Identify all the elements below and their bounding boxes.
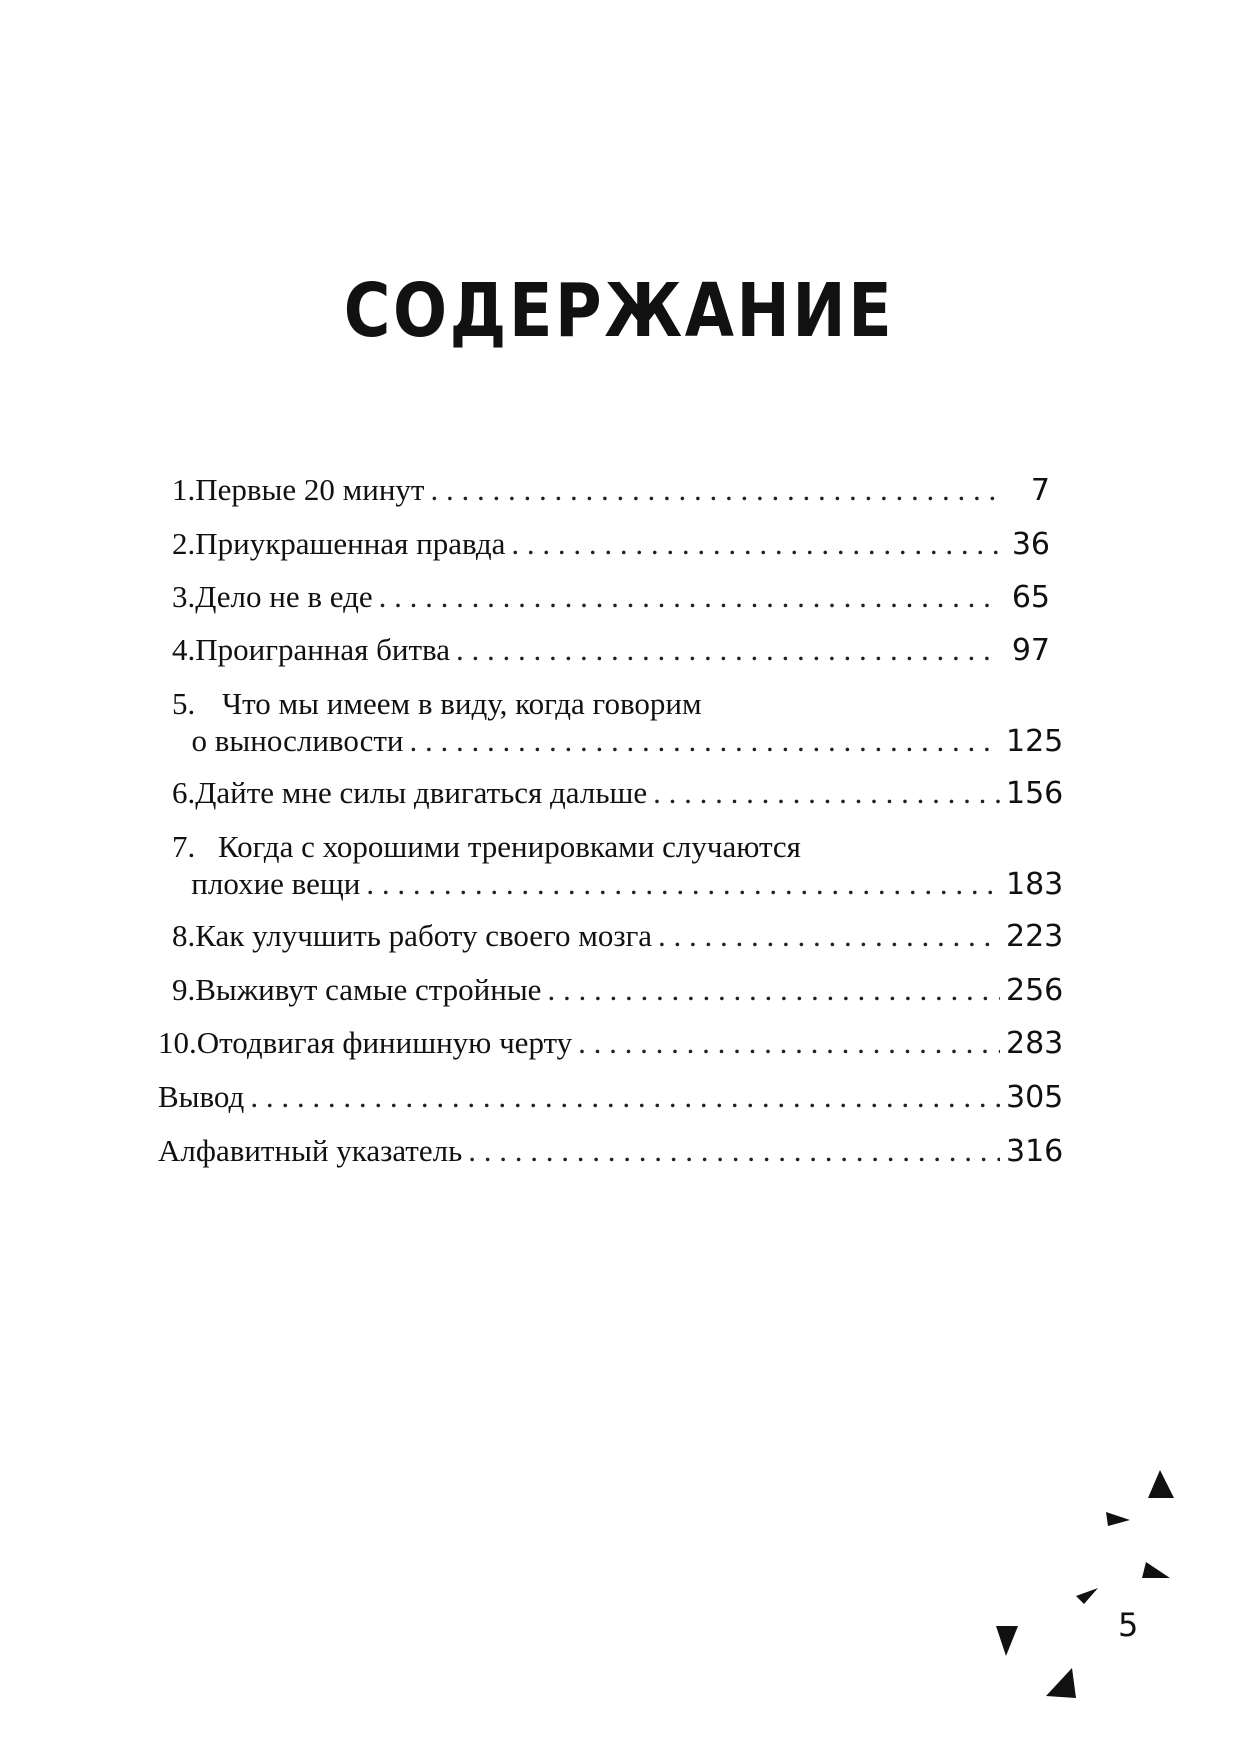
dot-leader <box>366 864 1000 904</box>
toc-entry-page: 156 <box>1006 776 1064 811</box>
toc-entry-page: 183 <box>1006 867 1064 902</box>
dot-leader <box>658 916 1000 956</box>
toc-entry-title-continued: о выносливости <box>191 723 404 758</box>
toc-entry-title: Алфавитный указатель <box>158 1133 463 1168</box>
toc-entry-page: 65 <box>1011 580 1050 615</box>
triangle-shards-icon <box>980 1460 1200 1720</box>
toc-entry-number: 1. <box>172 472 196 507</box>
toc-entry-6[interactable] <box>172 773 1064 813</box>
dot-leader <box>653 773 1000 813</box>
dot-leader <box>379 577 1000 617</box>
toc-entry-9[interactable] <box>172 970 1064 1010</box>
dot-leader <box>511 524 1000 564</box>
toc-entry-page: 305 <box>1006 1080 1064 1115</box>
toc-entry-conclusion[interactable] <box>158 1077 1064 1117</box>
toc-entry-title: Когда с хорошими тренировками случаются <box>218 829 801 864</box>
toc-entry-page: 7 <box>1030 473 1050 508</box>
toc-entry-title: Дайте мне силы двигаться дальше <box>195 775 648 810</box>
toc-entry-1[interactable] <box>172 470 1050 510</box>
toc-entry-title: Приукрашенная правда <box>195 526 506 561</box>
page-number: 5 <box>1118 1606 1139 1644</box>
toc-entry-4[interactable] <box>172 630 1050 670</box>
toc-entry-number: 8. <box>172 918 196 953</box>
toc-entry-number: 9. <box>172 972 196 1007</box>
dot-leader <box>547 970 1000 1010</box>
dot-leader <box>430 470 1000 510</box>
toc-entry-number: 3. <box>172 579 196 614</box>
toc-entry-number: 7. <box>172 829 196 864</box>
toc-entry-number: 5. <box>172 686 196 721</box>
dot-leader <box>578 1023 1000 1063</box>
toc-entry-page: 125 <box>1006 724 1064 759</box>
toc-entry-title-continued: плохие вещи <box>191 866 361 901</box>
toc-entry-title: Как улучшить работу своего мозга <box>195 918 653 953</box>
toc-entry-8[interactable] <box>172 916 1064 956</box>
toc-entry-5[interactable] <box>172 684 1064 761</box>
toc-entry-page: 316 <box>1006 1134 1064 1169</box>
toc-entry-page: 36 <box>1011 527 1050 562</box>
toc-entry-number: 4. <box>172 632 196 667</box>
toc-entry-10[interactable] <box>158 1023 1064 1063</box>
dot-leader <box>250 1077 1000 1117</box>
toc-entry-number: 10. <box>158 1025 197 1060</box>
toc-entry-title: Проигранная битва <box>195 632 451 667</box>
toc-entry-page: 256 <box>1006 973 1064 1008</box>
toc-entry-title: Что мы имеем в виду, когда говорим <box>222 686 702 721</box>
toc-entry-title: Отодвигая финишную черту <box>196 1025 573 1060</box>
toc-entry-page: 223 <box>1006 919 1064 954</box>
toc-entry-number: 6. <box>172 775 196 810</box>
dot-leader <box>468 1131 1000 1171</box>
toc-entry-3[interactable] <box>172 577 1050 617</box>
toc-entry-7[interactable] <box>172 827 1064 904</box>
toc-entry-number: 2. <box>172 526 196 561</box>
dot-leader <box>456 630 1000 670</box>
toc-entry-title: Дело не в еде <box>195 579 373 614</box>
toc-entry-page: 97 <box>1011 633 1050 668</box>
toc-entry-2[interactable] <box>172 524 1050 564</box>
toc-entry-index[interactable] <box>158 1131 1064 1171</box>
toc-entry-page: 283 <box>1006 1026 1064 1061</box>
toc-entry-title: Первые 20 минут <box>195 472 425 507</box>
page-title: СОДЕРЖАНИЕ <box>343 268 895 354</box>
dot-leader <box>410 721 1000 761</box>
toc-entry-title: Выживут самые стройные <box>195 972 542 1007</box>
toc-entry-title: Вывод <box>158 1079 245 1114</box>
